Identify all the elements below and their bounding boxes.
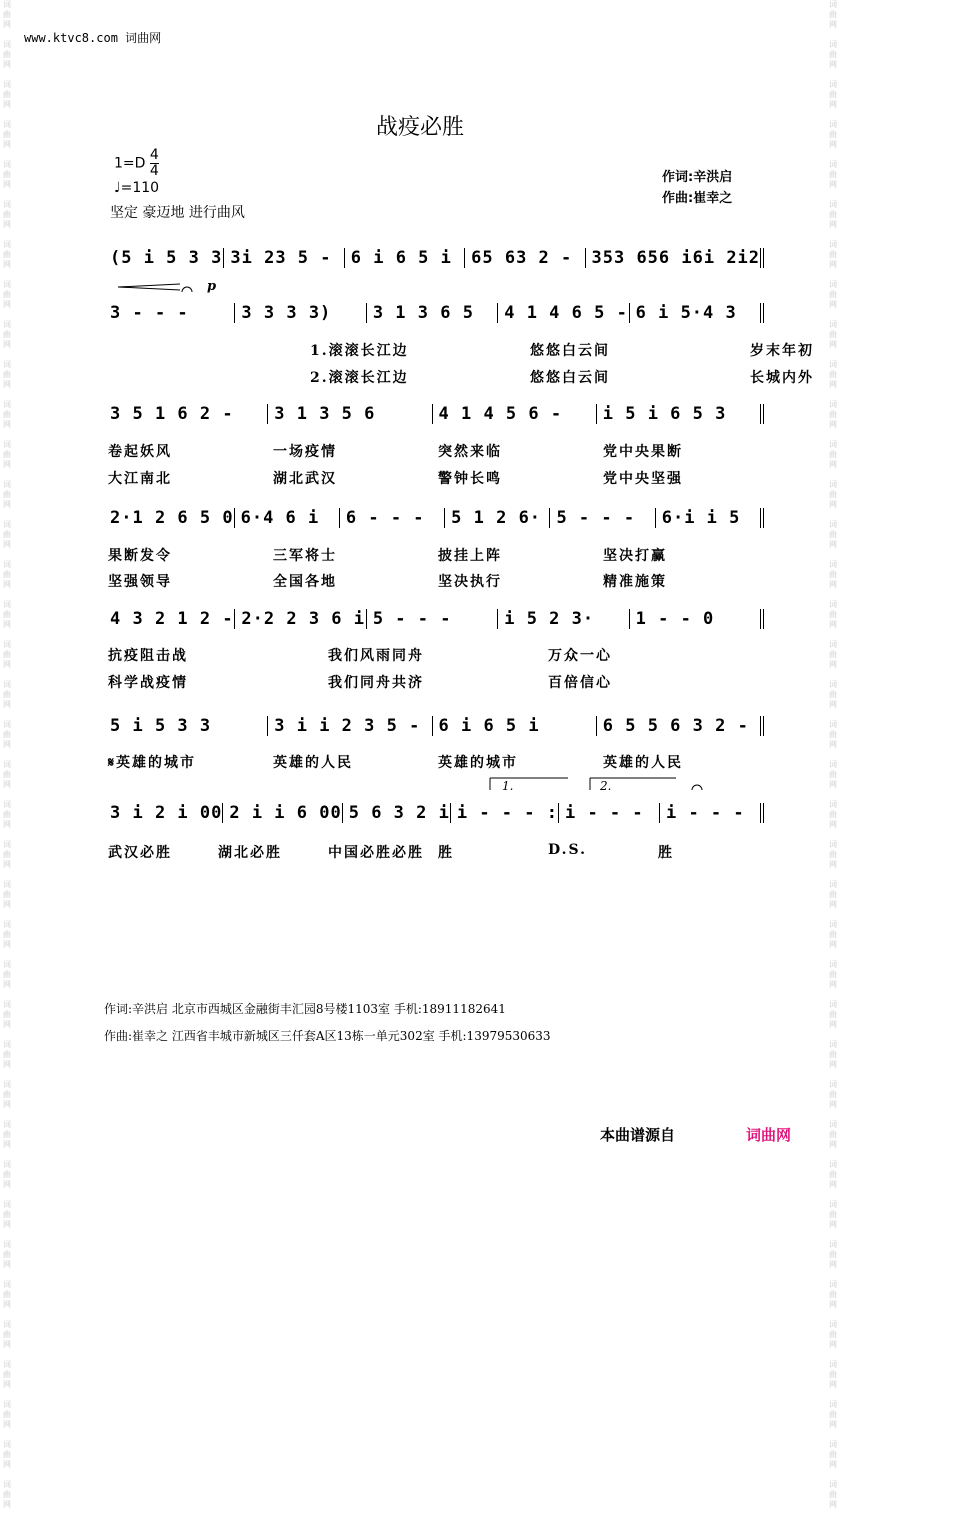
watermark-text: 词曲网 <box>3 1160 11 1189</box>
lyric-phrase: 党中央果断 <box>603 444 683 460</box>
tempo-value: =110 <box>120 180 160 196</box>
lyric-phrase: 一场疫情 <box>273 444 337 460</box>
measure: i 5 2 3· <box>497 609 628 629</box>
fermata-icon <box>182 287 192 292</box>
watermark-text: 词曲网 <box>829 320 837 349</box>
measure: 5 - - - <box>549 508 654 528</box>
watermark-text: 词曲网 <box>829 840 837 869</box>
lyric-phrase: 𝄋英雄的城市 <box>108 755 197 771</box>
watermark-text: 词曲网 <box>3 1280 11 1309</box>
measure: 3 3 3 3) <box>234 303 365 323</box>
measure: 6·i i 5 <box>655 508 764 528</box>
lyric-phrase: 抗疫阻击战 <box>108 648 188 664</box>
measure: 3 5 1 6 2 - <box>110 404 234 424</box>
watermark-text: 词曲网 <box>829 160 837 189</box>
watermark-text: 词曲网 <box>829 600 837 629</box>
measure: 3 - - - <box>110 303 189 323</box>
lyric-phrase: D.S. <box>548 842 588 858</box>
measure: 2·1 2 6 5 0 <box>110 508 234 528</box>
watermark-text: 词曲网 <box>3 320 11 349</box>
fermata-end-icon <box>692 785 702 790</box>
lyric-phrase: 三军将士 <box>273 548 337 564</box>
watermark-text: 词曲网 <box>3 840 11 869</box>
quarter-note-icon: ♩ <box>114 180 121 196</box>
watermark-text: 词曲网 <box>829 360 837 389</box>
measure: 2·2 2 3 6 i <box>234 609 365 629</box>
watermark-text: 词曲网 <box>3 0 11 29</box>
watermark-text: 词曲网 <box>829 1080 837 1109</box>
watermark-text: 词曲网 <box>3 1120 11 1149</box>
watermark-text: 词曲网 <box>829 200 837 229</box>
watermark-text: 词曲网 <box>829 1440 837 1469</box>
measure: 4 1 4 5 6 - <box>432 404 596 424</box>
lyric-phrase: 坚强领导 <box>108 574 172 590</box>
lyric-phrase: 英雄的人民 <box>273 755 353 771</box>
watermark-text: 词曲网 <box>829 400 837 429</box>
measure: 3 i i 2 3 5 - <box>267 716 431 736</box>
lyric-phrase: 2.滚滚长江边 <box>310 370 409 386</box>
watermark-text: 词曲网 <box>829 1400 837 1429</box>
watermark-text: 词曲网 <box>829 1240 837 1269</box>
watermark-text: 词曲网 <box>829 80 837 109</box>
watermark-text: 词曲网 <box>829 720 837 749</box>
watermark-text: 词曲网 <box>3 1080 11 1109</box>
site-watermark: www.ktvc8.com 词曲网 <box>24 31 162 45</box>
watermark-text: 词曲网 <box>3 680 11 709</box>
measure: i - - - : <box>450 803 558 823</box>
watermark-text: 词曲网 <box>829 1000 837 1029</box>
watermark-text: 词曲网 <box>829 680 837 709</box>
watermark-text: 词曲网 <box>3 520 11 549</box>
measure: 5 i 5 3 3 <box>110 716 212 736</box>
lyric-phrase: 湖北武汉 <box>273 471 337 487</box>
measure: i 5 i 6 5 3 <box>596 404 764 424</box>
lyric-phrase: 湖北必胜 <box>218 845 282 861</box>
measure: 6 5 5 6 3 2 - <box>596 716 764 736</box>
watermark-text: 词曲网 <box>829 920 837 949</box>
watermark-text: 词曲网 <box>3 440 11 469</box>
lyric-phrase: 大江南北 <box>108 471 172 487</box>
watermark-text: 词曲网 <box>829 1160 837 1189</box>
crescendo-hairpin-bottom <box>118 287 180 290</box>
watermark-text: 词曲网 <box>829 1200 837 1229</box>
lyric-phrase: 英雄的人民 <box>603 755 683 771</box>
source-label: 本曲谱源自 <box>600 1126 676 1144</box>
second-ending-label: 2. <box>600 779 612 793</box>
watermark-text: 词曲网 <box>3 560 11 589</box>
lyric-phrase: 披挂上阵 <box>438 548 502 564</box>
measure: 6·4 6 i <box>234 508 339 528</box>
brand-logo-text: 词曲网 <box>746 1126 792 1144</box>
watermark-text: 词曲网 <box>3 1240 11 1269</box>
watermark-text: 词曲网 <box>3 800 11 829</box>
first-ending-label: 1. <box>502 779 514 793</box>
key-label: 1=D <box>114 155 146 172</box>
measure: 5 6 3 2 i <box>342 803 450 823</box>
footer-composer-contact: 作曲:崔幸之 江西省丰城市新城区三仟套A区13栋一单元302室 手机:13979530633 <box>104 1029 551 1043</box>
measure: i - - - <box>558 803 659 823</box>
time-numerator: 4 <box>149 147 159 163</box>
lyric-phrase: 卷起妖风 <box>108 444 172 460</box>
dynamic-piano: p <box>207 279 217 294</box>
performance-style: 坚定 豪迈地 进行曲风 <box>110 205 245 221</box>
watermark-text: 词曲网 <box>3 400 11 429</box>
watermark-text: 词曲网 <box>3 880 11 909</box>
watermark-text: 词曲网 <box>3 640 11 669</box>
footer-lyricist-contact: 作词:辛洪启 北京市西城区金融街丰汇园8号楼1103室 手机:18911182641 <box>104 1002 506 1016</box>
measure: 6 i 5·4 3 <box>629 303 764 323</box>
lyric-phrase: 悠悠白云间 <box>530 370 610 386</box>
composer-credit: 作曲:崔幸之 <box>662 191 733 206</box>
lyric-phrase: 胜 <box>658 845 674 861</box>
lyric-phrase: 百倍信心 <box>548 675 612 691</box>
lyricist-credit: 作词:辛洪启 <box>662 170 733 185</box>
measure: 3i 23 5 - <box>223 248 343 268</box>
lyric-phrase: 胜 <box>438 845 454 861</box>
lyric-phrase: 岁末年初 <box>750 343 814 359</box>
watermark-text: 词曲网 <box>829 1040 837 1069</box>
watermark-text: 词曲网 <box>3 360 11 389</box>
lyric-phrase: 全国各地 <box>273 574 337 590</box>
watermark-text: 词曲网 <box>3 1480 11 1509</box>
watermark-text: 词曲网 <box>3 1200 11 1229</box>
lyric-phrase: 万众一心 <box>548 648 612 664</box>
measure: (5 i 5 3 3 <box>110 248 223 268</box>
measure: 4 3 2 1 2 - <box>110 609 234 629</box>
watermark-text: 词曲网 <box>3 1400 11 1429</box>
watermark-text: 词曲网 <box>3 720 11 749</box>
lyric-phrase: 我们风雨同舟 <box>328 648 424 664</box>
watermark-text: 词曲网 <box>829 520 837 549</box>
watermark-text: 词曲网 <box>829 1360 837 1389</box>
watermark-text: 词曲网 <box>3 1040 11 1069</box>
measure: 5 - - - <box>366 609 497 629</box>
lyric-phrase: 英雄的城市 <box>438 755 518 771</box>
measure: 6 i 6 5 i <box>432 716 596 736</box>
watermark-text: 词曲网 <box>829 1120 837 1149</box>
watermark-text: 词曲网 <box>3 240 11 269</box>
lyric-phrase: 坚决执行 <box>438 574 502 590</box>
lyric-phrase: 突然来临 <box>438 444 502 460</box>
measure: 65 63 2 - <box>464 248 584 268</box>
watermark-text: 词曲网 <box>3 920 11 949</box>
crescendo-hairpin-top <box>118 284 180 287</box>
watermark-text: 词曲网 <box>3 480 11 509</box>
lyric-phrase: 警钟长鸣 <box>438 471 502 487</box>
watermark-text: 词曲网 <box>3 160 11 189</box>
watermark-text: 词曲网 <box>829 560 837 589</box>
watermark-text: 词曲网 <box>829 1480 837 1509</box>
measure: 6 i 6 5 i <box>344 248 464 268</box>
lyric-phrase: 坚决打赢 <box>603 548 667 564</box>
watermark-text: 词曲网 <box>829 280 837 309</box>
watermark-text: 词曲网 <box>3 760 11 789</box>
lyric-phrase: 长城内外 <box>750 370 814 386</box>
watermark-text: 词曲网 <box>3 280 11 309</box>
measure: 1 - - 0 <box>629 609 764 629</box>
time-denominator: 4 <box>149 163 159 179</box>
watermark-text: 词曲网 <box>3 40 11 69</box>
measure: 3 i 2 i 00 <box>110 803 223 823</box>
lyric-phrase: 精准施策 <box>603 574 667 590</box>
watermark-text: 词曲网 <box>3 80 11 109</box>
lyric-phrase: 科学战疫情 <box>108 675 188 691</box>
lyric-phrase: 党中央坚强 <box>603 471 683 487</box>
measure: 2 i i 6 00 <box>222 803 341 823</box>
watermark-text: 词曲网 <box>829 640 837 669</box>
lyric-phrase: 1.滚滚长江边 <box>310 343 409 359</box>
measure: 4 1 4 6 5 - <box>497 303 628 323</box>
watermark-text: 词曲网 <box>3 120 11 149</box>
watermark-text: 词曲网 <box>829 480 837 509</box>
watermark-text: 词曲网 <box>3 1320 11 1349</box>
measure: 353 656 i6i 2i2 <box>585 248 765 268</box>
lyric-phrase: 悠悠白云间 <box>530 343 610 359</box>
watermark-text: 词曲网 <box>829 440 837 469</box>
watermark-text: 词曲网 <box>3 1360 11 1389</box>
watermark-text: 词曲网 <box>829 800 837 829</box>
measure: 5 1 2 6· <box>444 508 549 528</box>
lyric-phrase: 武汉必胜 <box>108 845 172 861</box>
watermark-text: 词曲网 <box>829 120 837 149</box>
watermark-text: 词曲网 <box>829 960 837 989</box>
watermark-text: 词曲网 <box>829 1280 837 1309</box>
lyric-phrase: 中国必胜必胜 <box>328 845 424 861</box>
measure: 3 1 3 5 6 <box>267 404 431 424</box>
watermark-text: 词曲网 <box>3 960 11 989</box>
song-title: 战疫必胜 <box>375 115 464 140</box>
watermark-text: 词曲网 <box>829 1320 837 1349</box>
watermark-text: 词曲网 <box>3 200 11 229</box>
watermark-text: 词曲网 <box>829 240 837 269</box>
watermark-text: 词曲网 <box>829 40 837 69</box>
watermark-text: 词曲网 <box>3 1000 11 1029</box>
lyric-phrase: 果断发令 <box>108 548 172 564</box>
watermark-text: 词曲网 <box>829 880 837 909</box>
watermark-text: 词曲网 <box>3 1440 11 1469</box>
measure: i - - - <box>659 803 764 823</box>
watermark-text: 词曲网 <box>3 600 11 629</box>
lyric-phrase: 我们同舟共济 <box>328 675 424 691</box>
measure: 3 1 3 6 5 <box>366 303 497 323</box>
measure: 6 - - - <box>339 508 444 528</box>
watermark-text: 词曲网 <box>829 760 837 789</box>
watermark-text: 词曲网 <box>829 0 837 29</box>
